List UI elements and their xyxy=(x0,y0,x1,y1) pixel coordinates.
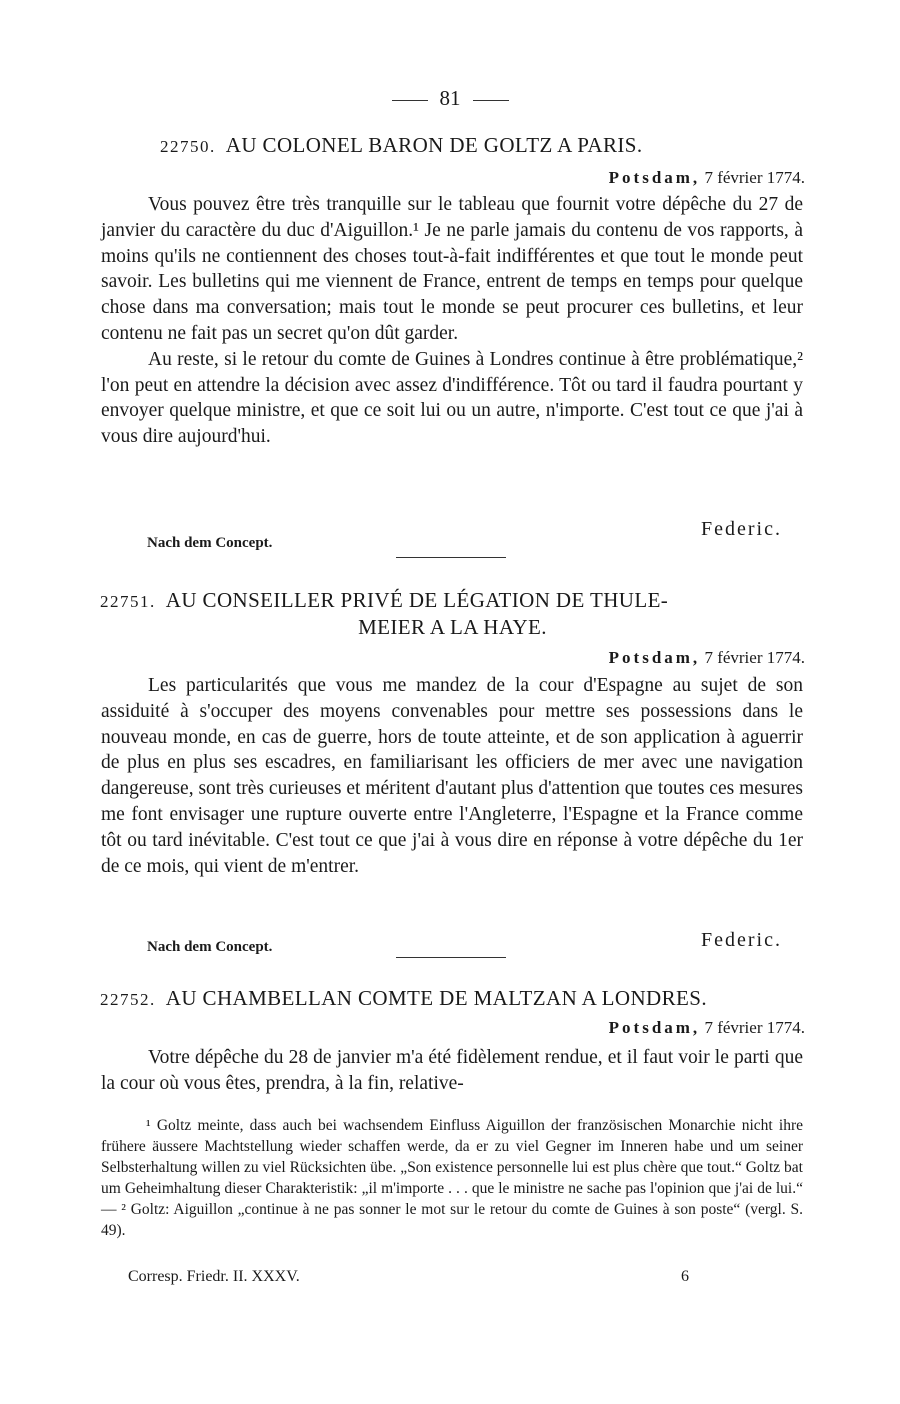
letter-paragraph: Les particularités que vous me mandez de la cour d'Espagne au sujet de son assiduité à s'occuper des moyens convenables pour mettre ses possessions dans le nouveau monde, en cas de guerre, hors de toute atteinte, et de son application à aguerrir de plus en plus ses escadres, en familiarisant les officiers de mer avec une navigation dangereuse, sont très curieuses et méritent d'autant plus d'attention que toutes ces mesures me font envisager une rupture ouverte entre l'Angleterre, l'Espagne et la France comme tôt ou tard inévitable. C'est tout ce que j'ai à vous dire en réponse à votre dépêche du 1er de ce mois, qui vient de m'entrer. xyxy=(101,675,803,877)
footer-sheet-number: 6 xyxy=(681,1268,689,1285)
page-number: 81 xyxy=(0,86,900,111)
source-note: Nach dem Concept. xyxy=(147,939,273,955)
letter-paragraph: Au reste, si le retour du comte de Guines à Londres continue à être problématique,² l'on peut en attendre la décision avec assez d'indifférence. Tôt ou tard il faudra pourtant y envoyer quelque ministre, et que ce soit lui ou un autre, n'importe. C'est tout ce que j'ai à vous dire aujourd'hui. xyxy=(101,348,803,448)
letter-heading xyxy=(100,986,805,1011)
section-divider xyxy=(396,557,506,558)
source-note: Nach dem Concept. xyxy=(147,535,273,551)
section-divider xyxy=(396,957,506,958)
letter-body xyxy=(101,673,803,879)
letter-title-cont: MEIER A LA HAYE. xyxy=(358,615,547,639)
letter-signature: Federic. xyxy=(701,929,782,951)
letter-heading xyxy=(100,588,805,640)
letter-body xyxy=(101,192,803,450)
letter-paragraph: Votre dépêche du 28 de janvier m'a été fidèlement rendue, et il faut voir le parti que la cour où vous êtes, prendra, à la fin, relative- xyxy=(101,1047,803,1094)
letter-title: AU CHAMBELLAN COMTE DE MALTZAN A LONDRES. xyxy=(165,986,707,1010)
footnote-text: ¹ Goltz meinte, dass auch bei wachsendem Einfluss Aiguillon der französischen Monarchie nicht ihre frühere äussere Machtstellung wieder schaffen werde, da er zu viel Gegner im Inneren habe und um seiner Selbsterhaltung willen zu viel Rücksichten übe. „Son existence personnelle lui est plus chère que tout.“ Goltz bat um Geheimhaltung dieser Charakteristik: „il m'importe . . . que le ministre ne sache pas l'opinion que j'ai de lui.“ — ² Goltz: Aiguillon „continue à ne pas sonner le mot sur le retour du comte de Guines à son poste“ (vergl. S. 49). xyxy=(101,1117,803,1239)
page-number-dash-left xyxy=(392,100,428,101)
page-number-dash-right xyxy=(473,100,509,101)
letter-body xyxy=(101,1045,803,1097)
footnotes xyxy=(101,1115,803,1241)
letter-dateline: Potsdam, 7 février 1774. xyxy=(608,1018,805,1037)
letter-dateline: Potsdam, 7 février 1774. xyxy=(608,168,805,187)
letter-dateline: Potsdam, 7 février 1774. xyxy=(608,648,805,667)
letter-number: 22752. xyxy=(100,990,156,1009)
footer-signature-mark: Corresp. Friedr. II. XXXV. xyxy=(128,1268,300,1285)
letter-paragraph: Vous pouvez être très tranquille sur le tableau que fournit votre dépêche du 27 de janvier du caractère du duc d'Aiguillon.¹ Je ne parle jamais du contenu de vos rapports, à moins qu'ils ne contiennent des choses tout-à-fait indifférentes et que tout le monde peut savoir. Les bulletins qui me viennent de France, entrent de temps en temps pour quelque chose dans ma conversation; mais tout le monde se peut procurer ces bulletins, et leur contenu ne fait pas un secret qu'on dût garder. xyxy=(101,194,803,344)
letter-number: 22751. xyxy=(100,592,156,611)
letter-number: 22750. xyxy=(160,137,216,156)
letter-title: AU CONSEILLER PRIVÉ DE LÉGATION DE THULE- xyxy=(165,588,669,612)
letter-heading xyxy=(160,133,810,158)
letter-title: AU COLONEL BARON DE GOLTZ A PARIS. xyxy=(225,133,643,157)
letter-signature: Federic. xyxy=(701,518,782,540)
